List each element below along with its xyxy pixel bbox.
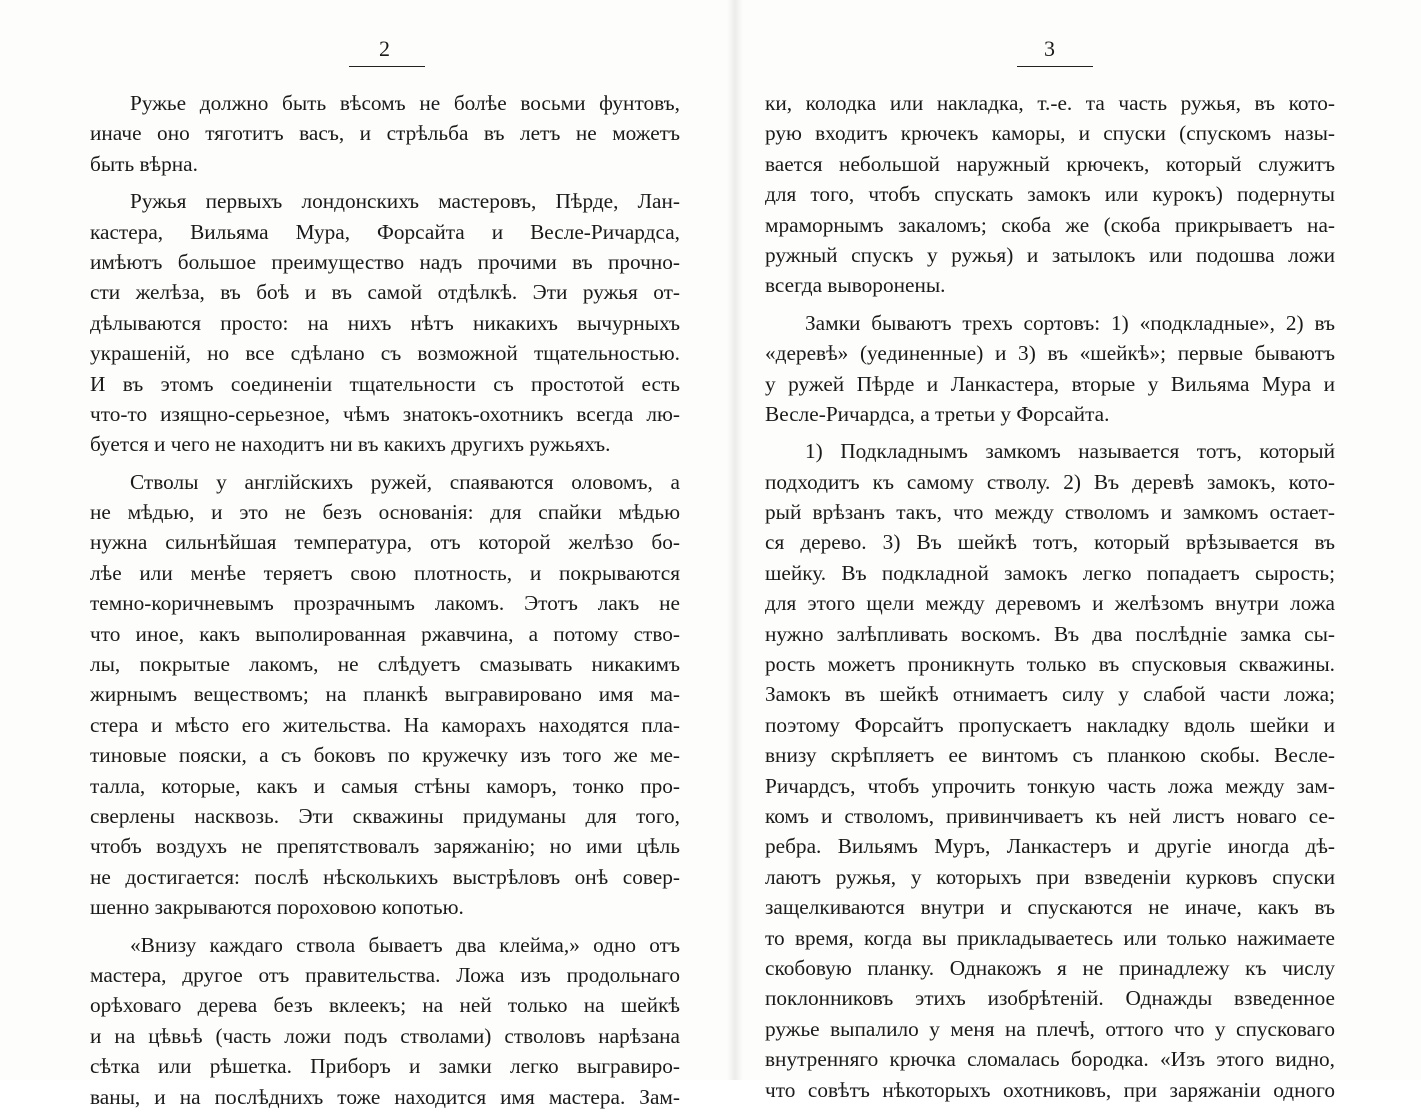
text-line: что-то изящно-серьезное, чѣмъ знатокъ-охотникъ всегда лю-	[90, 401, 680, 426]
page-number-rule	[1017, 66, 1093, 67]
text-line: рый врѣзанъ такъ, что между стволомъ и замкомъ остает-	[765, 500, 1335, 525]
right-page	[765, 0, 1335, 1102]
text-line: украшенiй, но все сдѣлано съ возможной тщательностью.	[90, 341, 680, 366]
text-line: шенно закрываются пороховою копотью.	[90, 895, 464, 920]
text-line: Весле-Ричардса, а третьи у Форсайта.	[765, 401, 1110, 426]
text-line: лѣе или менѣе теряетъ свою плотность, и покрываются	[90, 560, 680, 585]
text-line: нужно залѣпливать воскомъ. Въ два послѣднiе замка сы-	[765, 621, 1335, 646]
text-line: иначе оно тяготитъ васъ, и стрѣльба въ летъ не можетъ	[90, 121, 680, 146]
text-line: Замокъ въ шейкѣ отнимаетъ силу у слабой части ложа;	[765, 682, 1335, 707]
text-line: Ричардсъ, чтобъ упрочить тонкую часть ложа между зам-	[765, 773, 1335, 798]
text-line: лаютъ ружья, у которыхъ при взведенiи курковъ спуски	[765, 864, 1335, 889]
text-line: стера и мѣсто его жительства. На каморахъ находятся пла-	[90, 712, 680, 737]
text-line: сти желѣза, въ боѣ и въ самой отдѣлкѣ. Эти ружья от-	[90, 280, 680, 305]
text-line: рость можетъ проникнуть только въ спусковыя скважины.	[765, 652, 1335, 677]
text-line: шейку. Въ подкладной замокъ легко попадаетъ сырость;	[765, 560, 1335, 585]
text-line: чтобъ воздухъ не препятствовалъ заряжанiю; но ими цѣль	[90, 834, 680, 859]
paragraph-gap	[90, 179, 680, 186]
text-line: поклонниковъ этихъ изобрѣтенiй. Однажды взведенное	[765, 986, 1335, 1011]
text-line: быть вѣрна.	[90, 151, 198, 176]
paragraph-gap	[765, 429, 1335, 436]
text-line: для этого щели между деревомъ и желѣзомъ внутри ложа	[765, 591, 1335, 616]
text-line: что совѣтъ нѣкоторыхъ охотниковъ, при заряжанiи одного	[765, 1077, 1335, 1102]
text-line: всегда выворонены.	[765, 273, 946, 298]
text-line: лы, покрытые лакомъ, не слѣдуетъ смазывать никакимъ	[90, 652, 680, 677]
text-line: ребра. Вильямъ Муръ, Ланкастеръ и другiе иногда дѣ-	[765, 834, 1335, 859]
book-gutter	[727, 0, 743, 1080]
text-line: талла, которые, какъ и самыя стѣны каморъ, тонко про-	[90, 773, 680, 798]
text-line: мраморнымъ закаломъ; скоба же (скоба прикрываетъ на-	[765, 212, 1335, 237]
text-line: у ружей Пѣрде и Ланкастера, вторые у Вильяма Мура и	[765, 371, 1335, 396]
paragraph-gap	[765, 301, 1335, 308]
text-line: не достигается: послѣ нѣсколькихъ выстрѣловъ онѣ совер-	[90, 864, 680, 889]
text-line: жирнымъ веществомъ; на планкѣ выгравировано имя ма-	[90, 682, 680, 707]
text-line: буется и чего не находитъ ни въ какихъ другихъ ружьяхъ.	[90, 432, 611, 457]
page-number: 2	[379, 36, 391, 61]
text-line: тиновые пояски, а съ боковъ по кружечку изъ того же ме-	[90, 743, 680, 768]
text-line: дѣлываются просто: на нихъ нѣтъ никакихъ вычурныхъ	[90, 310, 680, 335]
page-text	[765, 88, 1335, 1105]
text-line: внутренняго крючка сломалась бородка. «Изъ этого видно,	[765, 1047, 1335, 1072]
text-line: не мѣдью, и это не безъ основанiя: для спайки мѣдью	[90, 500, 680, 525]
text-line: поэтому Форсайтъ пропускаетъ накладку вдоль шейки и	[765, 712, 1335, 737]
text-line: вается небольшой наружный крючекъ, который служитъ	[765, 151, 1335, 176]
text-line: скобовую планку. Однакожъ я не принадлежу къ числу	[765, 955, 1335, 980]
text-line: «Внизу каждаго ствола бываетъ два клейма,» одно отъ	[130, 932, 680, 957]
text-line: темно-коричневымъ прозрачнымъ лакомъ. Этотъ лакъ не	[90, 591, 680, 616]
text-line: ружный спускъ у ружья) и затылокъ или подошва ложи	[765, 242, 1335, 267]
text-line: то время, когда вы прикладываетесь или только нажимаете	[765, 925, 1335, 950]
text-line: что иное, какъ выполированная ржавчина, а потому ство-	[90, 621, 680, 646]
text-line: ваны, и на послѣднихъ тоже находится имя мастера. Зам-	[90, 1084, 680, 1109]
text-line: ки, колодка или накладка, т.-е. та часть ружья, въ кото-	[765, 91, 1335, 115]
text-line: Ружье должно быть вѣсомъ не болѣе восьми фунтовъ,	[130, 91, 680, 115]
paragraph-gap	[90, 460, 680, 467]
text-line: защелкиваются внутри и спускаются не иначе, какъ въ	[765, 895, 1335, 920]
text-line: для того, чтобъ спускать замокъ или курокъ) подернуты	[765, 182, 1335, 207]
text-line: сверлены насквозь. Эти скважины придуманы для того,	[90, 803, 680, 828]
paragraph-gap	[90, 923, 680, 930]
left-page	[90, 0, 680, 1109]
text-line: рую входитъ крючекъ каморы, и спуски (спускомъ назы-	[765, 121, 1335, 146]
text-line: ся дерево. 3) Въ шейкѣ тотъ, который врѣзывается въ	[765, 530, 1335, 555]
text-line: внизу скрѣпляетъ ее винтомъ съ планкою скобы. Весле-	[765, 743, 1335, 768]
text-line: и на цѣвьѣ (часть ложи подъ стволами) стволовъ нарѣзана	[90, 1023, 680, 1048]
page-text	[90, 88, 680, 1112]
page-number: 3	[1044, 36, 1056, 61]
text-line: кастера, Вильяма Мура, Форсайта и Весле-Ричардса,	[90, 219, 680, 244]
text-line: имѣютъ большое преимущество надъ прочими въ прочно-	[90, 249, 680, 274]
text-line: мастера, другое отъ правительства. Ложа изъ продольнаго	[90, 962, 680, 987]
text-line: 1) Подкладнымъ замкомъ называется тотъ, который	[805, 439, 1335, 464]
text-line: «деревѣ» (уединенные) и 3) въ «шейкѣ»; первые бываютъ	[765, 341, 1335, 366]
text-line: подходитъ къ самому стволу. 2) Въ деревѣ замокъ, кото-	[765, 469, 1335, 494]
text-line: Стволы у англiйскихъ ружей, спаяваются оловомъ, а	[130, 469, 680, 494]
text-line: Ружья первыхъ лондонскихъ мастеровъ, Пѣрде, Лан-	[130, 189, 680, 214]
text-line: сѣтка или рѣшетка. Приборъ и замки легко выгравиро-	[90, 1054, 680, 1079]
text-line: нужна сильнѣйшая температура, отъ которой желѣзо бо-	[90, 530, 680, 555]
page-number-rule	[349, 66, 425, 67]
text-line: ружье выпалило у меня на плечѣ, оттого что у спусковаго	[765, 1016, 1335, 1041]
text-line: комъ и стволомъ, привинчиваетъ къ ней листъ новаго се-	[765, 803, 1335, 828]
text-line: И въ этомъ соединенiи тщательности съ простотой есть	[90, 371, 680, 396]
text-line: орѣховаго дерева безъ вклеекъ; на ней только на шейкѣ	[90, 993, 680, 1018]
text-line: Замки бываютъ трехъ сортовъ: 1) «подкладные», 2) въ	[805, 310, 1335, 335]
